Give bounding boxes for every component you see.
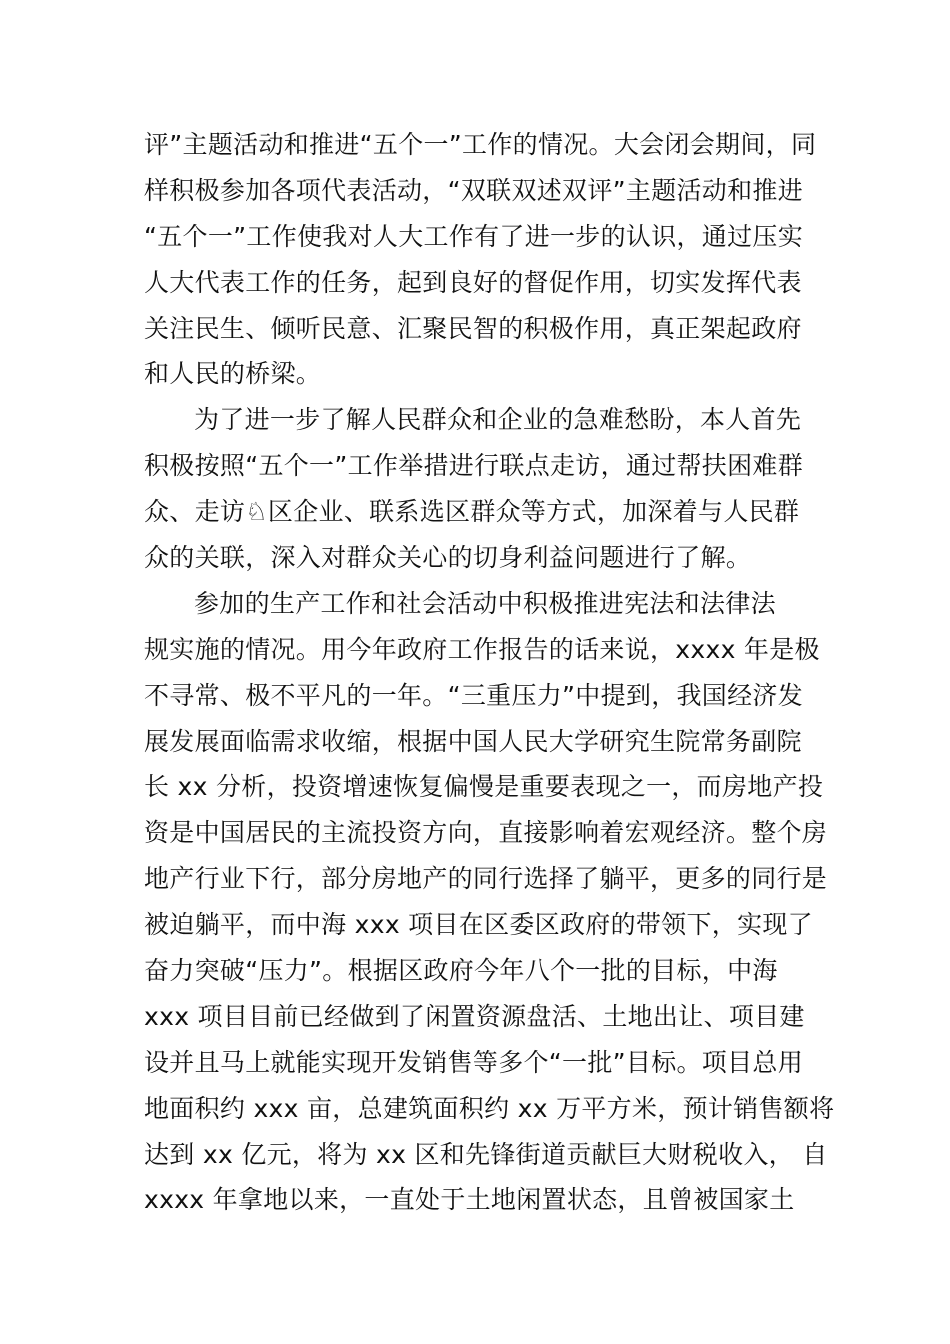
text-line: 不寻常、极不平凡的一年。“三重压力”中提到，我国经济发: [144, 680, 804, 710]
body-text: [144, 122, 844, 1223]
paragraph-2: [144, 397, 844, 581]
text-line: 资是中国居民的主流投资方向，直接影响着宏观经济。整个房: [144, 818, 828, 848]
text-line: 奋力突破“压力”。根据区政府今年八个一批的目标，中海: [144, 956, 778, 986]
text-line: 样积极参加各项代表活动，“双联双述双评”主题活动和推进: [144, 175, 804, 205]
text-line: 长 xx 分析，投资增速恢复偏慢是重要表现之一，而房地产投: [144, 772, 824, 802]
text-line: 为了进一步了解人民群众和企业的急难愁盼，本人首先: [194, 405, 802, 435]
text-line: 和人民的桥梁。: [144, 359, 322, 389]
text-line: 设并且马上就能实现开发销售等多个“一批”目标。项目总用: [144, 1047, 804, 1077]
text-line: 规实施的情况。用今年政府工作报告的话来说，xxxx 年是极: [144, 634, 820, 664]
text-line: 参加的生产工作和社会活动中积极推进宪法和法律法: [194, 588, 776, 618]
paragraph-1: [144, 122, 844, 397]
text-line: 关注民生、倾听民意、汇聚民智的积极作用，真正架起政府: [144, 313, 802, 343]
text-line: xxx 项目目前已经做到了闲置资源盘活、土地出让、项目建: [144, 1001, 805, 1031]
text-line: 地面积约 xxx 亩，总建筑面积约 xx 万平方米，预计销售额将: [144, 1093, 835, 1123]
text-line: 积极按照“五个一”工作举措进行联点走访，通过帮扶困难群: [144, 451, 804, 481]
text-line: 评”主题活动和推进“五个一”工作的情况。大会闭会期间，同: [144, 130, 817, 159]
text-line: “五个一”工作使我对人大工作有了进一步的认识，通过压实: [144, 221, 804, 251]
text-line: 人大代表工作的任务，起到良好的督促作用，切实发挥代表: [144, 267, 802, 297]
text-line: 众、走访♘区企业、联系选区群众等方式，加深着与人民群: [144, 497, 800, 527]
text-line: 众的关联，深入对群众关心的切身利益问题进行了解。: [144, 543, 752, 573]
text-line: xxxx 年拿地以来，一直处于土地闲置状态，且曾被国家土: [144, 1185, 795, 1215]
text-line: 地产行业下行，部分房地产的同行选择了躺平，更多的同行是: [144, 864, 828, 894]
text-line: 被迫躺平，而中海 xxx 项目在区委区政府的带领下，实现了: [144, 910, 813, 940]
text-line: 展发展面临需求收缩，根据中国人民大学研究生院常务副院: [144, 726, 802, 756]
paragraph-3: [144, 581, 844, 1223]
text-line: 达到 xx 亿元，将为 xx 区和先锋街道贡献巨大财税收入， 自: [144, 1139, 828, 1169]
